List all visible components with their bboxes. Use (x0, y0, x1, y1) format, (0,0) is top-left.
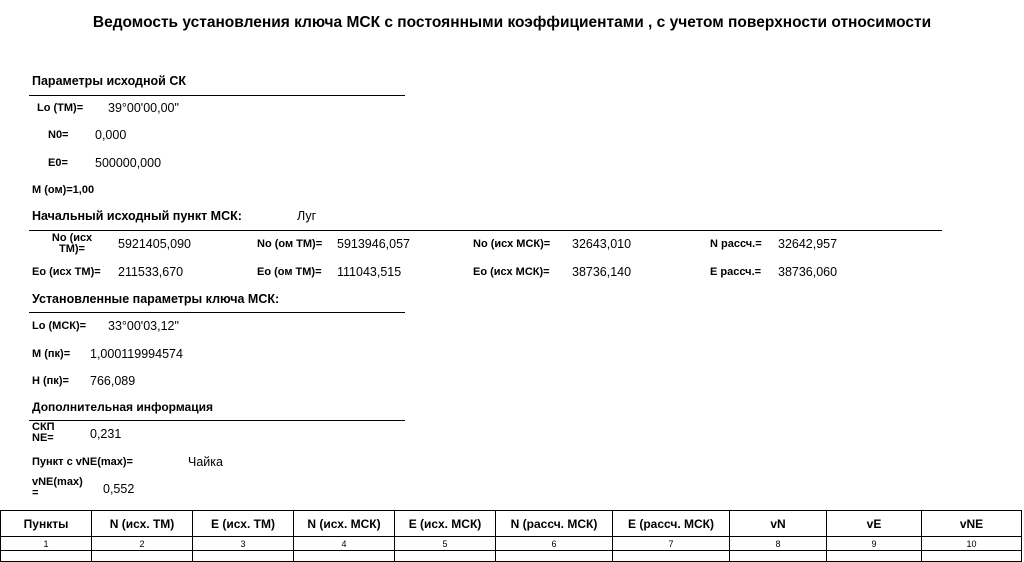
eo-om-value: 111043,515 (337, 265, 402, 279)
n-calc-value: 32642,957 (778, 237, 838, 251)
column-number: 2 (92, 537, 193, 551)
column-header: vNE (922, 511, 1022, 537)
n-calc-label: N рассч.= (710, 238, 762, 250)
h-pk-label: H (пк)= (32, 375, 69, 387)
column-number: 9 (827, 537, 922, 551)
column-header: E (исх. ТМ) (193, 511, 294, 537)
column-number: 5 (395, 537, 496, 551)
column-number: 6 (496, 537, 613, 551)
column-header: N (исх. МСК) (294, 511, 395, 537)
e0-value: 500000,000 (95, 156, 162, 170)
table-cell (294, 551, 395, 562)
max-point-value: Чайка (188, 455, 223, 469)
column-header: N (исх. ТМ) (92, 511, 193, 537)
table-cell (92, 551, 193, 562)
table-cell (730, 551, 827, 562)
lo-tm-label: Lo (ТМ)= (37, 102, 84, 114)
column-number: 7 (613, 537, 730, 551)
table-cell (827, 551, 922, 562)
section-divider (29, 230, 942, 231)
vne-max-value: 0,552 (103, 482, 135, 496)
column-number: 3 (193, 537, 294, 551)
column-header: E (рассч. МСК) (613, 511, 730, 537)
no-msk-label: No (исх МСК)= (473, 238, 551, 250)
table-cell (193, 551, 294, 562)
start-point-heading: Начальный исходный пункт МСК: (32, 209, 242, 223)
table-cell (613, 551, 730, 562)
m-pk-label: M (пк)= (32, 348, 71, 360)
n0-value: 0,000 (95, 128, 127, 142)
column-header: E (исх. МСК) (395, 511, 496, 537)
no-msk-value: 32643,010 (572, 237, 632, 251)
column-number: 8 (730, 537, 827, 551)
source-cs-heading: Параметры исходной СК (32, 74, 186, 88)
m-pk-value: 1,000119994574 (90, 347, 183, 361)
h-pk-value: 766,089 (90, 374, 136, 388)
eo-tm-label: Eo (исх ТМ)= (32, 266, 101, 278)
key-params-heading: Установленные параметры ключа МСК: (32, 292, 280, 306)
eo-msk-label: Eo (исх МСК)= (473, 266, 550, 278)
points-table (0, 510, 1022, 562)
max-point-label: Пункт с vNE(max)= (32, 456, 133, 468)
column-number: 4 (294, 537, 395, 551)
eo-msk-value: 38736,140 (572, 265, 632, 279)
no-om-value: 5913946,057 (337, 237, 410, 251)
e-calc-value: 38736,060 (778, 265, 838, 279)
column-header: vN (730, 511, 827, 537)
table-row (1, 551, 1022, 562)
column-header: Пункты (1, 511, 92, 537)
no-tm-value: 5921405,090 (118, 237, 191, 251)
table-cell (496, 551, 613, 562)
table-cell (1, 551, 92, 562)
lo-msk-value: 33°00'03,12" (108, 319, 179, 333)
eo-tm-value: 211533,670 (118, 265, 184, 279)
lo-tm-value: 39°00'00,00" (108, 101, 179, 115)
m-om-label: M (ом)=1,00 (32, 184, 95, 196)
column-header: vE (827, 511, 922, 537)
column-number: 10 (922, 537, 1022, 551)
section-divider (29, 312, 405, 313)
lo-msk-label: Lo (МСК)= (32, 320, 87, 332)
report-title: Ведомость установления ключа МСК с постоянными коэффициентами , с учетом поверхности относимости (92, 14, 932, 31)
column-header: N (рассч. МСК) (496, 511, 613, 537)
start-point-name: Луг (297, 209, 317, 223)
no-tm-label: No (исх ТМ)= (51, 232, 93, 255)
section-divider (29, 420, 405, 421)
section-divider (29, 95, 405, 96)
skp-value: 0,231 (90, 427, 122, 441)
column-number-row (1, 537, 1022, 551)
eo-om-label: Eo (ом ТМ)= (257, 266, 322, 278)
n0-label: N0= (48, 129, 69, 141)
column-number: 1 (1, 537, 92, 551)
e-calc-label: E рассч.= (710, 266, 762, 278)
skp-label: СКП NE= (32, 421, 55, 444)
vne-max-label: vNE(max) = (32, 476, 83, 499)
extra-heading: Дополнительная информация (32, 400, 213, 414)
e0-label: E0= (48, 157, 68, 169)
no-om-label: No (ом ТМ)= (257, 238, 323, 250)
table-header-row (1, 511, 1022, 537)
table-cell (395, 551, 496, 562)
table-cell (922, 551, 1022, 562)
